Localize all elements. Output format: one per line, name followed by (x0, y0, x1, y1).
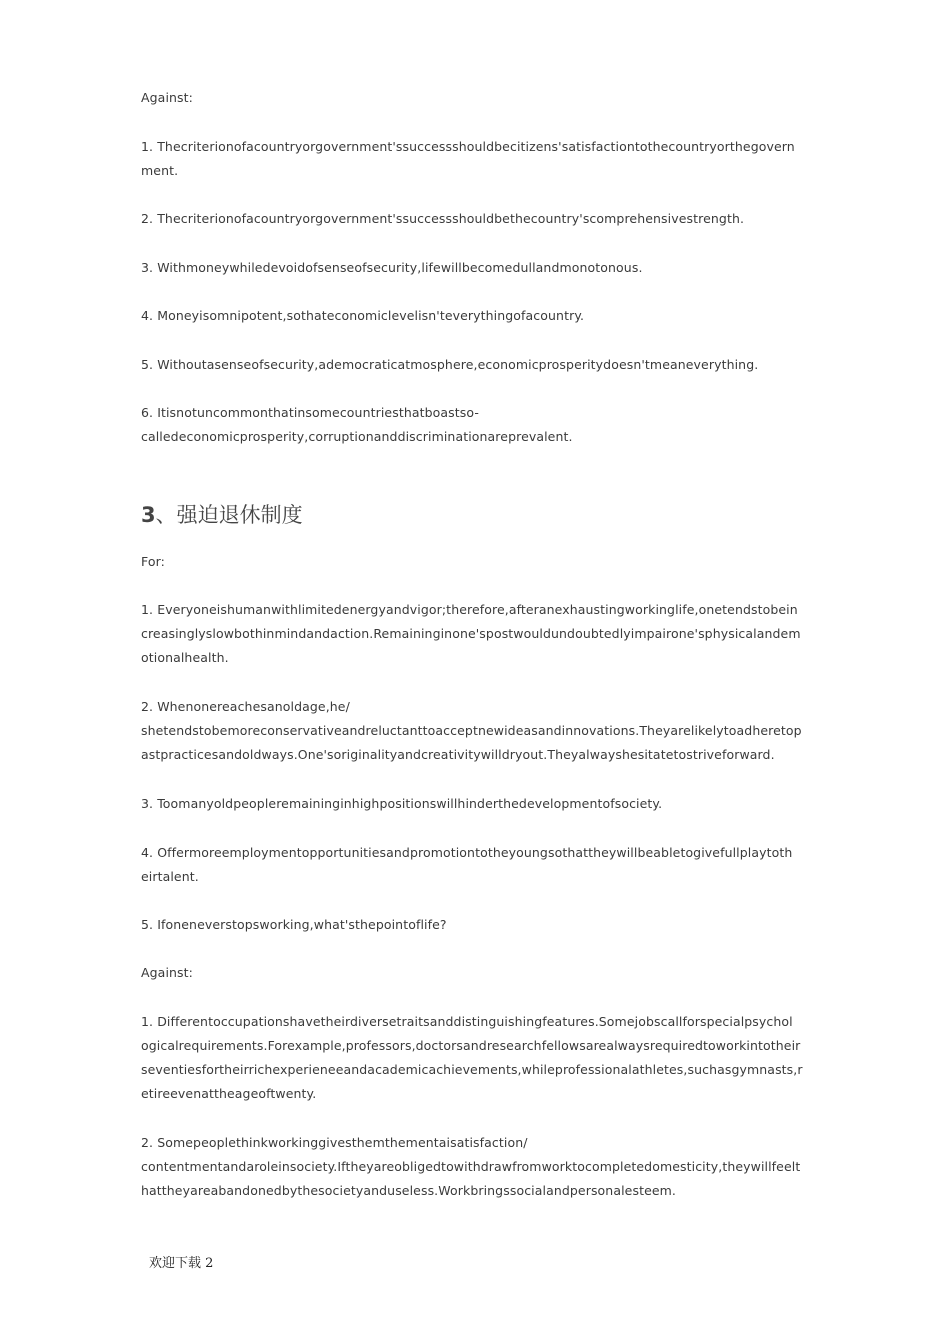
section-heading (141, 500, 303, 530)
against-label: Against: (141, 90, 193, 105)
section-number: 3 (141, 503, 156, 527)
page-footer: 欢迎下载 2 (149, 1256, 214, 1271)
section-title: 、强迫退休制度 (155, 503, 303, 527)
for-label: For: (141, 554, 165, 569)
against-label: Against: (141, 965, 193, 980)
